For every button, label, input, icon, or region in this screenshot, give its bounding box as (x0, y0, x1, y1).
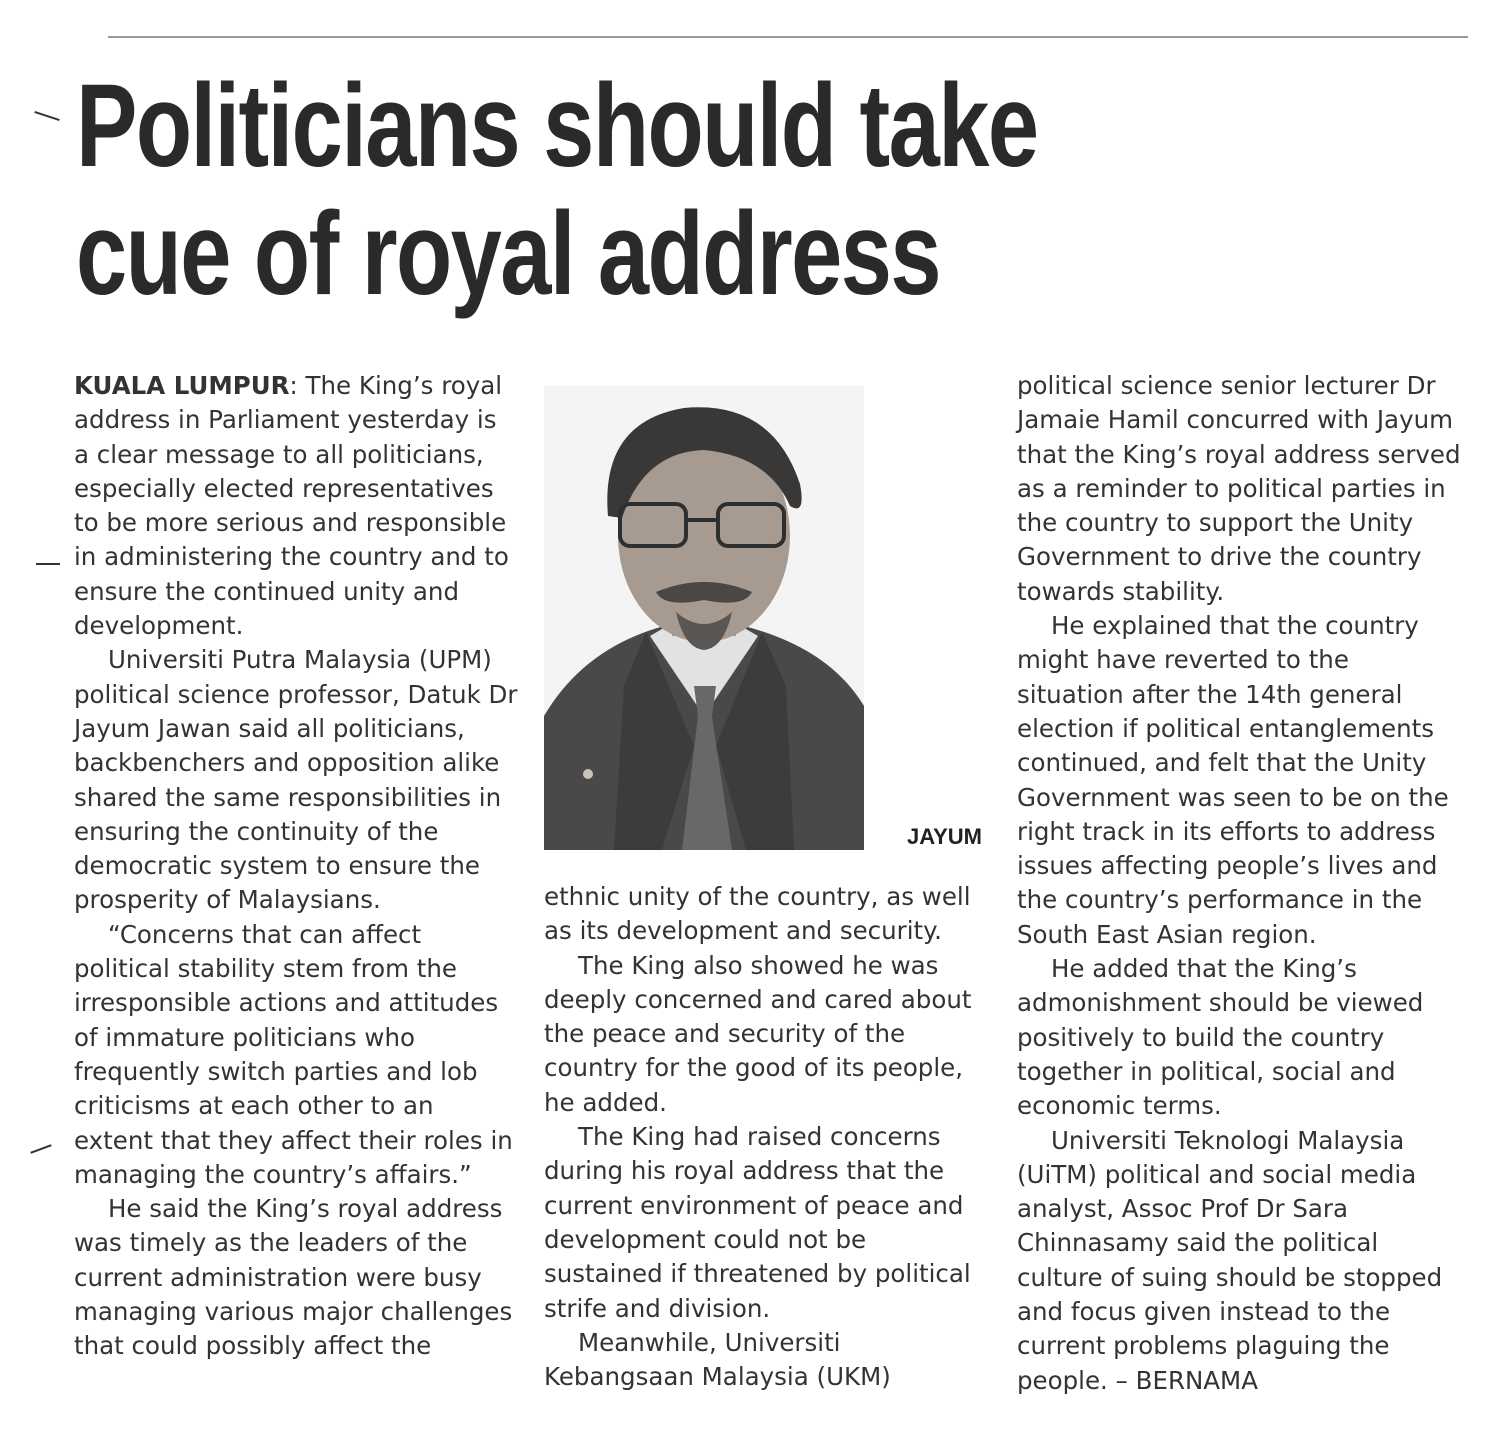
paragraph: Universiti Teknologi Malaysia (UiTM) political and social media analyst, Assoc Prof Dr Sara Chinnasamy said the political culture of suing should be stopped and focus given instead to the current problems plaguing the people. – BERNAMA (1017, 1125, 1443, 1395)
lead-text: : The King’s royal address in Parliament yesterday is a clear message to all politicians, especially elected representatives to be more serious and responsible in administering the country and to ensure the continued unity and development. (74, 371, 509, 641)
margin-mark (30, 1144, 51, 1153)
article-column-3 (1017, 369, 1462, 1398)
article-column-2 (544, 880, 989, 1394)
portrait-illustration (544, 386, 864, 850)
portrait-photo (544, 386, 864, 850)
article-headline (76, 62, 1113, 318)
paragraph: “Concerns that can affect political stability stem from the irresponsible actions and attitudes of immature politicians who frequently switch parties and lob criticisms at each other to an extent that they affect their roles in managing the country’s affairs.” (74, 919, 513, 1189)
headline-line-2: cue of royal address (76, 188, 940, 320)
dateline: KUALA LUMPUR (74, 371, 290, 400)
paragraph: He explained that the country might have reverted to the situation after the 14th general election if political entanglements continued, and felt that the Unity Government was seen to be on the right track in its efforts to address issues affecting people’s lives and the country’s performance in the South East Asian region. (1017, 611, 1449, 949)
top-rule (108, 36, 1468, 38)
paragraph: political science senior lecturer Dr Jamaie Hamil concurred with Jayum that the King’s royal address served as a reminder to political parties in the country to support the Unity Government to drive the country towards stability. (1017, 371, 1461, 606)
paragraph: Meanwhile, Universiti Kebangsaan Malaysia (UKM) (544, 1327, 891, 1392)
lead-paragraph (74, 369, 519, 643)
photo-caption: JAYUM (907, 824, 982, 849)
paragraph: He said the King’s royal address was timely as the leaders of the current administration were busy managing various major challenges that could possibly affect the (74, 1194, 513, 1361)
paragraph: ethnic unity of the country, as well as its development and security. (544, 882, 971, 946)
article-column-1 (74, 369, 519, 1364)
headline-line-1: Politicians should take (76, 60, 1038, 192)
paragraph: He added that the King’s admonishment should be viewed positively to build the country together in political, social and economic terms. (1017, 954, 1424, 1121)
margin-mark (34, 111, 59, 121)
paragraph: The King also showed he was deeply concerned and cared about the peace and security of the country for the good of its people, he added. (544, 950, 972, 1117)
paragraph: The King had raised concerns during his royal address that the current environment of peace and development could not be sustained if threatened by political strife and division. (544, 1122, 971, 1323)
margin-mark (36, 563, 60, 565)
paragraph: Universiti Putra Malaysia (UPM) political science professor, Datuk Dr Jayum Jawan said all politicians, backbenchers and opposition alike shared the same responsibilities in ensuring the continuity of the democratic system to ensure the prosperity of Malaysians. (74, 645, 518, 915)
